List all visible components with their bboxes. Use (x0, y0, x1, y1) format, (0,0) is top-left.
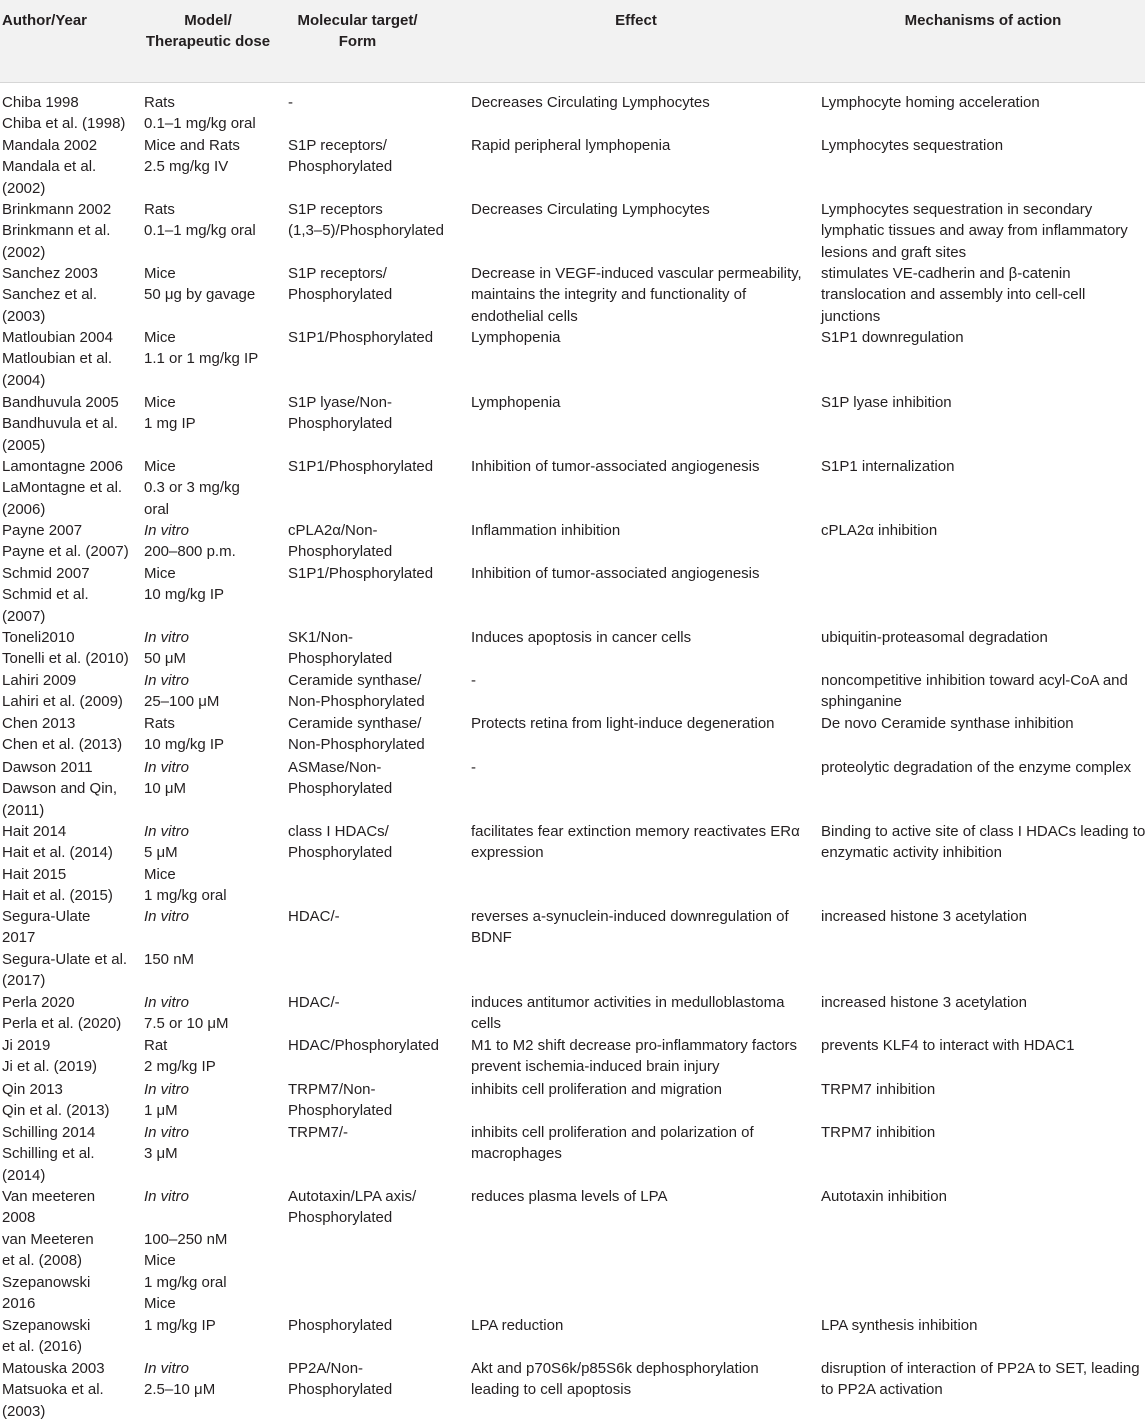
author-cell: Ji et al. (2019) (2, 1058, 98, 1076)
effect-cell: reverses a-synuclein-induced downregulation of (471, 908, 789, 925)
model-cell: Mice (144, 1295, 176, 1312)
model-cell: In vitro (144, 823, 190, 840)
author-cell: Payne 2007 (2, 522, 83, 539)
model-cell: oral (144, 500, 170, 518)
model-cell: In vitro (144, 672, 190, 689)
model-cell: In vitro (144, 994, 190, 1011)
author-cell: Ji 2019 (2, 1037, 51, 1054)
target-cell: cPLA2α/Non- (288, 522, 378, 539)
mechanism-cell: De novo Ceramide synthase inhibition (821, 715, 1074, 732)
target-cell: S1P receptors/ (288, 137, 387, 154)
mechanism-cell: prevents KLF4 to interact with HDAC1 (821, 1037, 1075, 1054)
effect-cell: Inhibition of tumor-associated angiogenesis (471, 458, 760, 475)
effect-cell: Decrease in VEGF-induced vascular permeability, (471, 265, 802, 282)
author-cell: Brinkmann et al. (2, 222, 111, 240)
author-cell: Qin et al. (2013) (2, 1102, 110, 1120)
effect-cell: Inflammation inhibition (471, 522, 621, 539)
effect-cell: cells (471, 1015, 502, 1033)
target-cell: Phosphorylated (288, 1102, 393, 1120)
author-cell: Chen et al. (2013) (2, 736, 123, 754)
mechanism-cell: lesions and graft sites (821, 243, 967, 261)
mechanism-cell: S1P1 internalization (821, 458, 955, 475)
author-cell: LaMontagne et al. (2, 479, 123, 497)
mechanism-cell: disruption of interaction of PP2A to SET, leading (821, 1360, 1140, 1377)
model-cell: 3 μM (144, 1145, 178, 1163)
effect-cell: Lymphopenia (471, 394, 561, 411)
target-cell: Phosphorylated (288, 650, 393, 668)
target-cell: Phosphorylated (288, 286, 393, 304)
model-cell: Mice (144, 1252, 176, 1270)
effect-cell: Decreases Circulating Lymphocytes (471, 201, 710, 218)
target-cell: Phosphorylated (288, 1317, 393, 1334)
model-cell: In vitro (144, 908, 190, 925)
author-cell: Matloubian 2004 (2, 329, 113, 346)
mechanism-cell: increased histone 3 acetylation (821, 908, 1027, 925)
author-cell: Dawson and Qin, (2, 780, 118, 798)
author-cell: Segura-Ulate et al. (2, 950, 128, 968)
author-cell: 2017 (2, 929, 36, 947)
author-cell: (2002) (2, 179, 46, 197)
mechanism-cell: sphinganine (821, 693, 902, 711)
model-cell: 1 μM (144, 1102, 178, 1120)
target-cell: Phosphorylated (288, 543, 393, 561)
mechanism-cell: stimulates VE-cadherin and β-catenin (821, 265, 1071, 282)
author-cell: Szepanowski (2, 1273, 91, 1291)
model-cell: In vitro (144, 522, 190, 539)
author-cell: (2002) (2, 243, 46, 261)
target-cell: Ceramide synthase/ (288, 672, 422, 689)
author-cell: Qin 2013 (2, 1081, 63, 1098)
model-cell: 1.1 or 1 mg/kg IP (144, 350, 259, 368)
header-target: Molecular target/ Form (297, 12, 418, 50)
effect-cell: induces antitumor activities in medulloblastoma (471, 994, 785, 1011)
mechanism-cell: Lymphocytes sequestration (821, 137, 1004, 154)
target-cell: (1,3–5)/Phosphorylated (288, 222, 444, 240)
author-cell: Lahiri et al. (2009) (2, 693, 123, 711)
author-cell: Szepanowski (2, 1317, 91, 1334)
effect-cell: Induces apoptosis in cancer cells (471, 629, 692, 646)
target-cell: class I HDACs/ (288, 823, 389, 840)
effect-cell: endothelial cells (471, 307, 578, 325)
model-cell: Mice (144, 458, 176, 475)
target-cell: HDAC/- (288, 908, 340, 925)
effect-cell: prevent ischemia-induced brain injury (471, 1058, 720, 1076)
target-cell: S1P receptors (288, 201, 383, 218)
mechanism-cell: to PP2A activation (821, 1381, 943, 1399)
target-cell: Non-Phosphorylated (288, 693, 425, 711)
model-cell: Rats (144, 715, 175, 732)
mechanism-cell: Binding to active site of class I HDACs leading to (821, 823, 1145, 840)
model-cell: In vitro (144, 1188, 190, 1205)
author-cell: Tonelli et al. (2010) (2, 650, 129, 668)
effect-cell: LPA reduction (471, 1317, 564, 1334)
mechanism-cell: noncompetitive inhibition toward acyl-CoA and (821, 672, 1128, 689)
mechanism-cell: increased histone 3 acetylation (821, 994, 1027, 1011)
author-cell: van Meeteren (2, 1230, 94, 1248)
mechanism-cell: Lymphocytes sequestration in secondary (821, 201, 1093, 218)
author-cell: Hait 2015 (2, 865, 67, 883)
author-cell: (2011) (2, 801, 45, 819)
model-cell: 50 μg by gavage (144, 286, 256, 304)
author-cell: (2003) (2, 1402, 46, 1420)
author-cell: Chiba 1998 (2, 94, 79, 111)
author-cell: (2005) (2, 436, 46, 454)
model-cell: 7.5 or 10 μM (144, 1015, 229, 1033)
author-cell: (2017) (2, 972, 46, 990)
author-cell: Bandhuvula 2005 (2, 394, 119, 411)
target-cell: S1P1/Phosphorylated (288, 458, 434, 475)
author-cell: Schmid 2007 (2, 565, 90, 582)
author-cell: Chiba et al. (1998) (2, 115, 126, 133)
model-cell: In vitro (144, 629, 190, 646)
model-cell: 50 μM (144, 650, 186, 668)
author-cell: Dawson 2011 (2, 759, 93, 776)
effect-cell: facilitates fear extinction memory reactivates ERα (471, 823, 800, 840)
target-cell: Phosphorylated (288, 780, 393, 798)
target-cell: Phosphorylated (288, 844, 393, 862)
table-header (0, 0, 1145, 83)
author-cell: Toneli2010 (2, 629, 75, 646)
model-cell: Mice and Rats (144, 137, 240, 154)
author-cell: Matsuoka et al. (2, 1381, 104, 1399)
model-cell: Rats (144, 94, 175, 111)
effect-cell: expression (471, 844, 544, 862)
target-cell: Phosphorylated (288, 158, 393, 176)
model-cell: 2.5 mg/kg IV (144, 158, 229, 176)
author-cell: 2008 (2, 1209, 36, 1227)
model-cell: 0.3 or 3 mg/kg (144, 479, 240, 497)
model-cell: In vitro (144, 1124, 190, 1141)
effect-cell: Rapid peripheral lymphopenia (471, 137, 671, 154)
mechanism-cell: TRPM7 inhibition (821, 1081, 936, 1098)
mechanism-cell: LPA synthesis inhibition (821, 1317, 978, 1334)
author-cell: (2003) (2, 307, 46, 325)
target-cell: Phosphorylated (288, 1381, 393, 1399)
model-cell: 1 mg/kg oral (144, 1273, 227, 1291)
author-cell: Perla 2020 (2, 994, 75, 1011)
author-cell: Perla et al. (2020) (2, 1015, 122, 1033)
model-cell: 100–250 nM (144, 1230, 228, 1248)
author-cell: 2016 (2, 1295, 36, 1312)
author-cell: et al. (2016) (2, 1338, 83, 1356)
author-cell: Hait et al. (2015) (2, 887, 113, 905)
mechanism-cell: cPLA2α inhibition (821, 522, 938, 539)
effect-cell: inhibits cell proliferation and polarization of (471, 1124, 754, 1141)
author-cell: Schilling et al. (2, 1145, 95, 1163)
author-cell: Lamontagne 2006 (2, 458, 123, 475)
model-cell: 150 nM (144, 950, 195, 968)
effect-cell: inhibits cell proliferation and migration (471, 1081, 722, 1098)
effect-cell: - (471, 759, 476, 776)
author-cell: Matouska 2003 (2, 1360, 105, 1377)
author-cell: (2004) (2, 371, 46, 389)
effect-cell: Decreases Circulating Lymphocytes (471, 94, 710, 111)
author-cell: Schilling 2014 (2, 1124, 96, 1141)
target-cell: S1P receptors/ (288, 265, 387, 282)
model-cell: 25–100 μM (144, 693, 220, 711)
model-cell: 1 mg/kg oral (144, 887, 227, 905)
model-cell: 0.1–1 mg/kg oral (144, 222, 256, 240)
model-cell: Rat (144, 1037, 168, 1054)
effect-cell: Lymphopenia (471, 329, 561, 346)
target-cell: S1P1/Phosphorylated (288, 565, 434, 582)
effect-cell: macrophages (471, 1145, 562, 1163)
author-cell: Hait et al. (2014) (2, 844, 113, 862)
target-cell: Ceramide synthase/ (288, 715, 422, 732)
header-mechanism: Mechanisms of action (904, 12, 1062, 29)
target-cell: HDAC/Phosphorylated (288, 1037, 439, 1054)
target-cell: - (288, 94, 293, 111)
author-cell: Brinkmann 2002 (2, 201, 112, 218)
mechanism-cell: proteolytic degradation of the enzyme complex (821, 759, 1132, 776)
model-cell: Mice (144, 265, 176, 282)
header-effect: Effect (615, 12, 657, 29)
mechanism-cell: translocation and assembly into cell-cell (821, 286, 1086, 304)
target-cell: S1P1/Phosphorylated (288, 329, 434, 346)
mechanism-cell: enzymatic activity inhibition (821, 844, 1002, 862)
author-cell: (2006) (2, 500, 46, 518)
target-cell: Phosphorylated (288, 1209, 393, 1227)
target-cell: TRPM7/- (288, 1124, 348, 1141)
model-cell: 2 mg/kg IP (144, 1058, 216, 1076)
effect-cell: maintains the integrity and functionality of (471, 286, 747, 304)
mechanism-cell: Autotaxin inhibition (821, 1188, 947, 1205)
target-cell: TRPM7/Non- (288, 1081, 376, 1098)
model-cell: 1 mg/kg IP (144, 1317, 216, 1334)
model-cell: Mice (144, 565, 176, 582)
mechanism-cell: S1P1 downregulation (821, 329, 964, 346)
target-cell: Phosphorylated (288, 415, 393, 433)
target-cell: Non-Phosphorylated (288, 736, 425, 754)
model-cell: 5 μM (144, 844, 178, 862)
effect-cell: Akt and p70S6k/p85S6k dephosphorylation (471, 1360, 759, 1377)
model-cell: 2.5–10 μM (144, 1381, 216, 1399)
author-cell: (2007) (2, 607, 46, 625)
mechanism-cell: S1P lyase inhibition (821, 394, 952, 411)
model-cell: Mice (144, 329, 176, 346)
effect-cell: Inhibition of tumor-associated angiogenesis (471, 565, 760, 582)
author-cell: Mandala 2002 (2, 137, 98, 154)
author-cell: et al. (2008) (2, 1252, 83, 1270)
author-cell: Bandhuvula et al. (2, 415, 118, 433)
author-cell: Mandala et al. (2, 158, 97, 176)
model-cell: Mice (144, 394, 176, 411)
model-cell: Rats (144, 201, 175, 218)
effect-cell: reduces plasma levels of LPA (471, 1188, 668, 1205)
effect-cell: - (471, 672, 476, 689)
mechanism-cell: lymphatic tissues and away from inflammatory (821, 222, 1128, 240)
author-cell: Van meeteren (2, 1188, 96, 1205)
effect-cell: BDNF (471, 929, 512, 947)
author-cell: Chen 2013 (2, 715, 76, 732)
author-cell: Sanchez et al. (2, 286, 98, 304)
target-cell: PP2A/Non- (288, 1360, 364, 1377)
effect-cell: Protects retina from light-induce degeneration (471, 715, 775, 732)
header-author: Author/Year (2, 12, 88, 29)
author-cell: Schmid et al. (2, 586, 89, 604)
model-cell: 10 μM (144, 780, 186, 798)
model-cell: 1 mg IP (144, 415, 196, 433)
model-cell: In vitro (144, 759, 190, 776)
mechanism-cell: Lymphocyte homing acceleration (821, 94, 1040, 111)
target-cell: SK1/Non- (288, 629, 354, 646)
mechanism-cell: TRPM7 inhibition (821, 1124, 936, 1141)
model-cell: In vitro (144, 1081, 190, 1098)
mechanism-cell: junctions (821, 307, 881, 325)
author-cell: Lahiri 2009 (2, 672, 77, 689)
target-cell: HDAC/- (288, 994, 340, 1011)
model-cell: Mice (144, 865, 176, 883)
model-cell: 10 mg/kg IP (144, 736, 225, 754)
author-cell: Payne et al. (2007) (2, 543, 129, 561)
model-cell: 200–800 p.m. (144, 543, 236, 561)
model-cell: 10 mg/kg IP (144, 586, 225, 604)
author-cell: (2014) (2, 1166, 46, 1184)
author-cell: Segura-Ulate (2, 908, 91, 925)
model-cell: In vitro (144, 1360, 190, 1377)
effect-cell: M1 to M2 shift decrease pro-inflammatory factors (471, 1037, 797, 1054)
effect-cell: leading to cell apoptosis (471, 1381, 632, 1399)
target-cell: S1P lyase/Non- (288, 394, 392, 411)
target-cell: Autotaxin/LPA axis/ (288, 1188, 417, 1205)
mechanism-cell: ubiquitin-proteasomal degradation (821, 629, 1048, 646)
header-model: Model/ Therapeutic dose (145, 12, 271, 50)
target-cell: ASMase/Non- (288, 759, 382, 776)
model-cell: 0.1–1 mg/kg oral (144, 115, 256, 133)
author-cell: Matloubian et al. (2, 350, 113, 368)
author-cell: Sanchez 2003 (2, 265, 98, 282)
author-cell: Hait 2014 (2, 823, 67, 840)
